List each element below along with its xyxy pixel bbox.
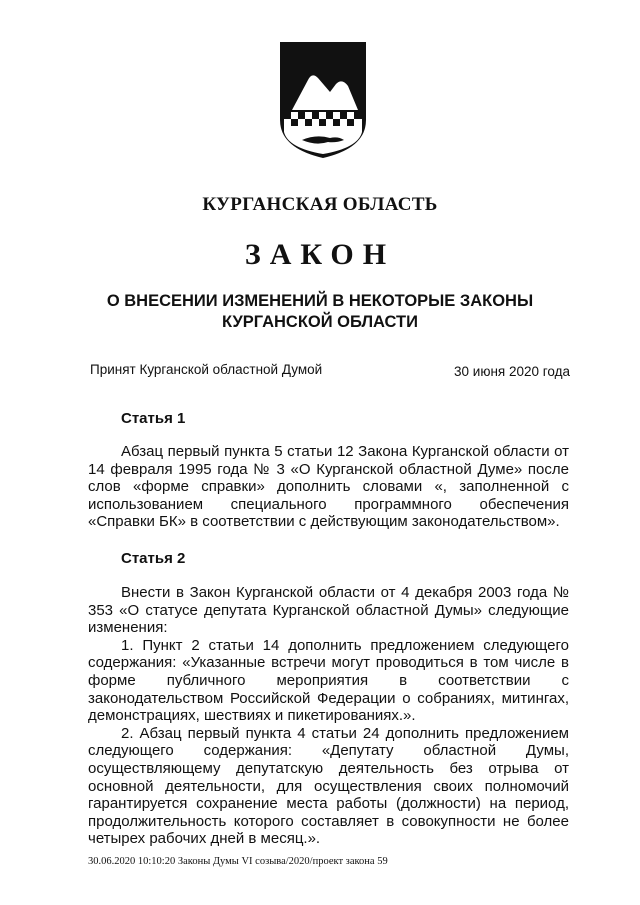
law-title — [100, 291, 540, 333]
footer-stamp: 30.06.2020 10:10:20 Законы Думы VI созыва/2020/проект закона 59 — [88, 856, 388, 867]
law-title-line-1: О ВНЕСЕНИИ ИЗМЕНЕНИЙ В НЕКОТОРЫЕ ЗАКОНЫ — [106, 292, 534, 310]
article-2-heading: Статья 2 — [121, 550, 186, 567]
article-1-heading: Статья 1 — [121, 410, 186, 427]
article-2-item-2: 2. Абзац первый пункта 4 статьи 24 дополнить предложением следующего содержания: «Депутату областной Думы, осуществляющему депутатскую деятельность без отрыва от основной деятельности, для осуществления своих полномочий гарантируется сохранение места работы (должности) на период, продолжительность которого составляет в совокупности не более четырех рабочих дней в месяц.». — [88, 724, 569, 848]
article-2-body — [88, 584, 569, 848]
article-2-item-1: 1. Пункт 2 статьи 14 дополнить предложением следующего содержания: «Указанные встречи могут проводиться в том числе в форме публичного мероприятия в соответствии с законодательством Российской Федерации о собраниях, митингах, демонстрациях, шествиях и пикетированиях.». — [88, 636, 569, 725]
adoption-note: Принят Курганской областной Думой — [90, 362, 323, 377]
coat-of-arms-emblem — [278, 40, 368, 160]
region-title: КУРГАНСКАЯ ОБЛАСТЬ — [202, 194, 438, 215]
law-title-line-2: КУРГАНСКОЙ ОБЛАСТИ — [222, 313, 418, 331]
adoption-date: 30 июня 2020 года — [454, 364, 570, 379]
article-2-intro: Внести в Закон Курганской области от 4 декабря 2003 года № 353 «О статусе депутата Курганской областной Думы» следующие изменения: — [88, 584, 569, 637]
article-1-paragraph: Абзац первый пункта 5 статьи 12 Закона Курганской области от 14 февраля 1995 года № 3 «О Курганской областной Думе» после слов «форме справки» дополнить словами «, заполненной с использованием специального программного обеспечения «Справки БК» в соответствии с действующим законодательством». — [88, 443, 569, 531]
document-type: ЗАКОН — [244, 238, 396, 271]
article-1-body — [88, 443, 569, 531]
